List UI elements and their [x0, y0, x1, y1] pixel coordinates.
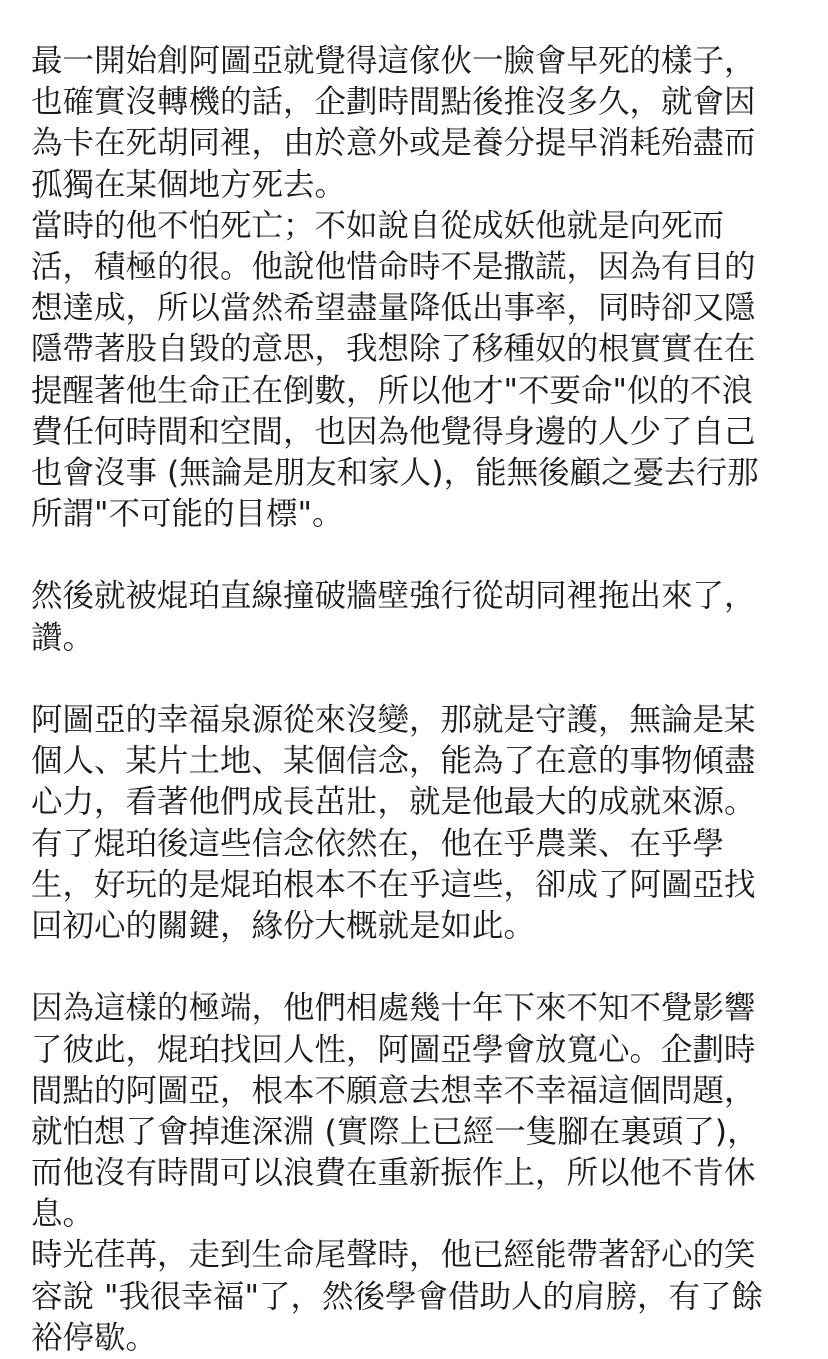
text-line: 然後就被焜珀直線撞破牆壁強行從胡同裡拖出來了，: [31, 578, 756, 615]
document-text: [31, 41, 821, 1359]
paragraph-gap: [31, 659, 821, 700]
paragraph-gap: [31, 947, 821, 988]
text-line: 間點的阿圖亞，根本不願意去想幸不幸福這個問題，: [31, 1072, 756, 1109]
paragraph-gap: [31, 535, 821, 576]
text-line: 阿圖亞的幸福泉源從來沒變，那就是守護，無論是某: [31, 702, 756, 738]
text-line: 當時的他不怕死亡；不如說自從成妖他就是向死而: [31, 207, 725, 244]
text-line: 讚。: [31, 619, 95, 656]
text-line: 了彼此，焜珀找回人性，阿圖亞學會放寬心。企劃時: [31, 1031, 756, 1068]
text-line: 裕停歇。: [31, 1319, 158, 1356]
text-line: 容說 "我很幸福"了，然後學會借助人的肩膀，有了餘: [31, 1278, 763, 1315]
text-line: 費任何時間和空間，也因為他覺得身邊的人少了自己: [31, 413, 756, 450]
text-line: 回初心的關鍵，緣份大概就是如此。: [31, 907, 536, 944]
text-line: 也會沒事 (無論是朋友和家人)，能無後顧之憂去行那: [31, 454, 759, 491]
text-line: 隱帶著股自毀的意思，我想除了移種奴的根實實在在: [31, 331, 756, 368]
text-line: 孤獨在某個地方死去。: [31, 166, 347, 203]
text-line: 息。: [31, 1196, 95, 1233]
text-line: 也確實沒轉機的話，企劃時間點後推沒多久，就會因: [31, 84, 756, 121]
text-line: 就怕想了會掉進深淵 (實際上已經一隻腳在裏頭了)，: [31, 1113, 759, 1150]
text-line: 因為這樣的極端，他們相處幾十年下來不知不覺影響: [31, 990, 756, 1027]
text-line: 生，好玩的是焜珀根本不在乎這些，卻成了阿圖亞找: [31, 866, 756, 903]
text-line: 想達成，所以當然希望盡量降低出事率，同時卻又隱: [31, 290, 756, 327]
text-line: 而他沒有時間可以浪費在重新振作上，所以他不肯休: [31, 1155, 756, 1192]
text-line: 心力，看著他們成長茁壯，就是他最大的成就來源。: [31, 784, 756, 821]
text-line: 所謂"不可能的目標"。: [31, 496, 344, 533]
text-line: 活，積極的很。他說他惜命時不是撒謊，因為有目的: [31, 248, 756, 285]
text-line: 最一開始創阿圖亞就覺得這傢伙一臉會早死的樣子，: [31, 43, 756, 79]
text-line: 時光荏苒，走到生命尾聲時，他已經能帶著舒心的笑: [31, 1237, 756, 1274]
text-line: 提醒著他生命正在倒數，所以他才"不要命"似的不浪: [31, 372, 753, 409]
text-line: 有了焜珀後這些信念依然在，他在乎農業、在乎學: [31, 825, 725, 862]
text-line: 為卡在死胡同裡，由於意外或是養分提早消耗殆盡而: [31, 125, 756, 162]
text-line: 個人、某片土地、某個信念，能為了在意的事物傾盡: [31, 743, 756, 780]
